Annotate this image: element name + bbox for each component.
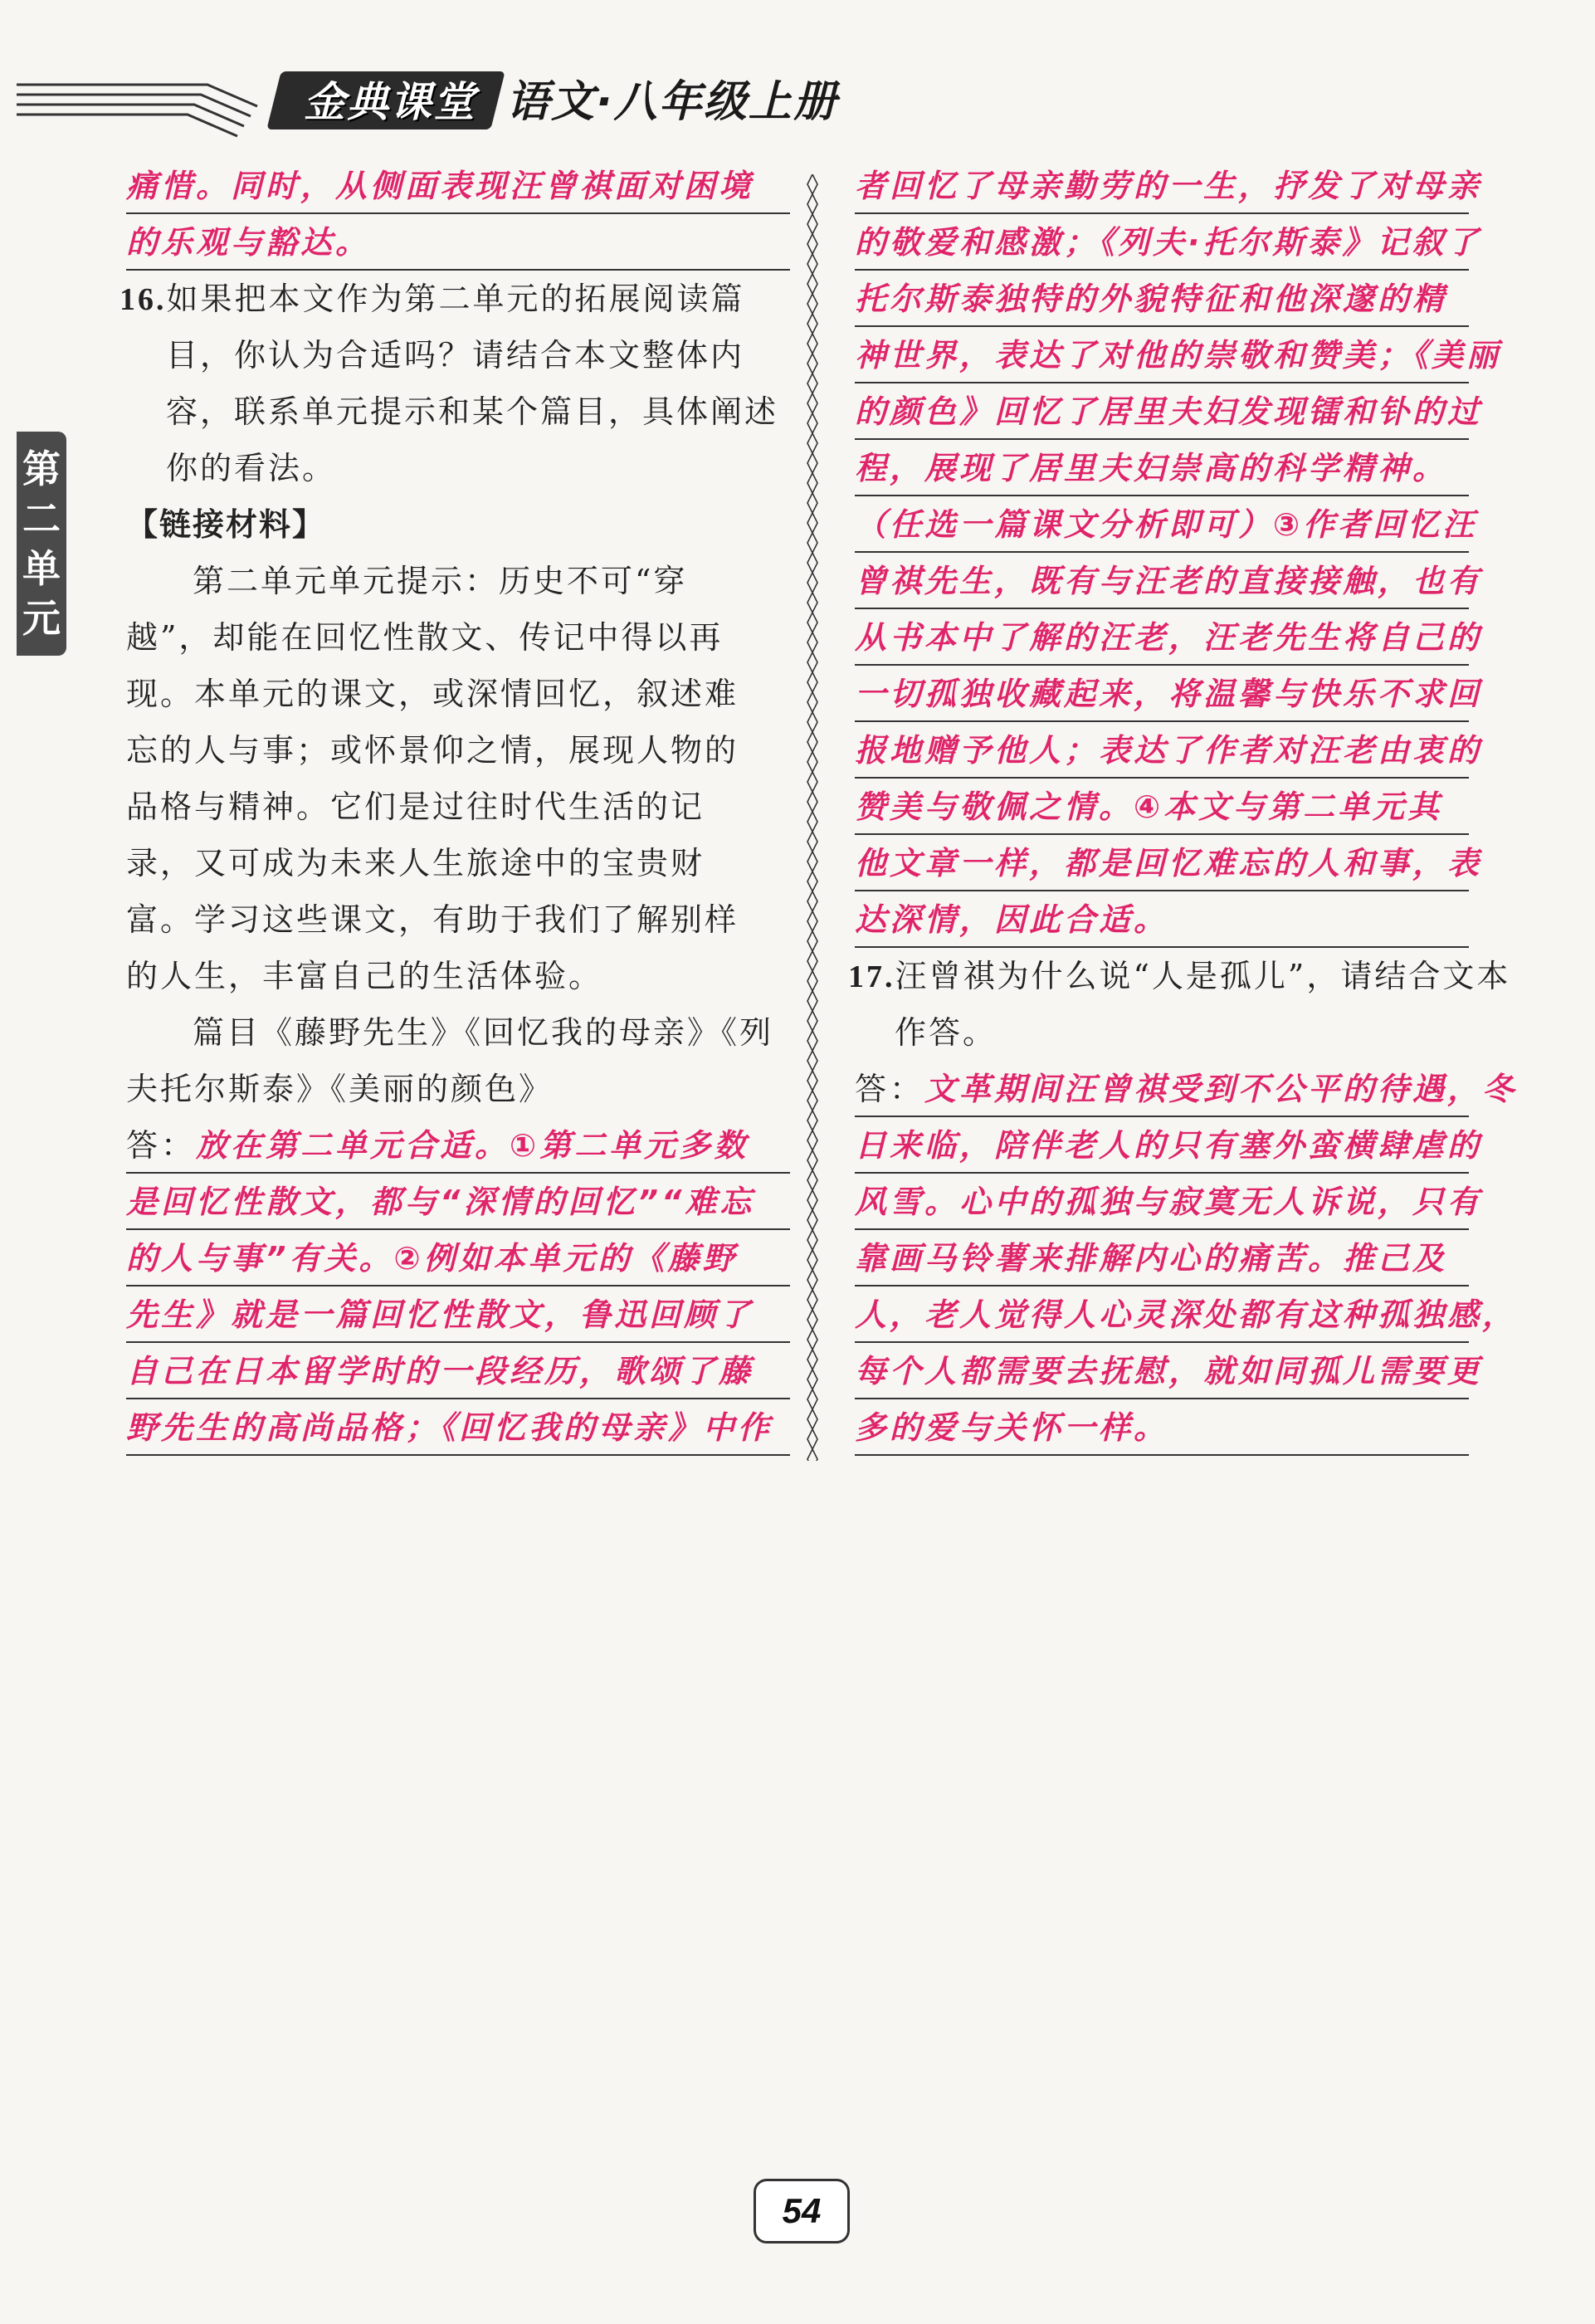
handwritten-answer-text: 文革期间汪曾祺受到不公平的待遇，冬 [924, 1071, 1518, 1107]
material-label: 【链接材料】 [126, 505, 326, 543]
question-text-line: 容，联系单元提示和某个篇目，具体阐述 [166, 393, 779, 430]
question-text-line: 你的看法。 [166, 450, 337, 486]
handwritten-answer-line: 赞美与敬佩之情。④本文与第二单元其 [855, 779, 1469, 835]
question-number: 16. [120, 282, 167, 317]
handwritten-answer-line: 先生》就是一篇回忆性散文，鲁迅回顾了 [126, 1286, 790, 1343]
handwritten-answer-line: 每个人都需要去抚慰，就如同孤儿需要更 [855, 1343, 1469, 1399]
question-line [120, 271, 790, 327]
printed-paragraph-start: 第二单元单元提示：历史不可“穿 [193, 563, 688, 599]
handwritten-answer-line: 痛惜。同时，从侧面表现汪曾祺面对困境 [126, 158, 790, 214]
handwritten-answer-line: 靠画马铃薯来排解内心的痛苦。推己及 [855, 1230, 1469, 1286]
right-column [848, 158, 1518, 1456]
handwritten-answer-line: 达深情，因此合适。 [855, 891, 1469, 948]
answer-prefix: 答： [855, 1071, 925, 1107]
handwritten-answer-line: 多的爱与关怀一样。 [855, 1399, 1469, 1456]
handwritten-answer-line: 野先生的高尚品格；《回忆我的母亲》中作 [126, 1399, 790, 1456]
side-tab-char: 单 [22, 546, 61, 591]
handwritten-answer-line: 一切孤独收藏起来，将温馨与快乐不求回 [855, 666, 1469, 722]
left-column [120, 158, 790, 1456]
answer-line [126, 1117, 790, 1174]
question-number: 17. [848, 959, 895, 994]
brand-title: 金典课堂 [304, 78, 476, 126]
handwritten-answer-line: 的敬爱和感激；《列夫·托尔斯泰》记叙了 [855, 214, 1469, 271]
printed-text-line: 品格与精神。它们是过往时代生活的记 [126, 788, 705, 825]
column-divider [804, 174, 821, 1461]
unit-side-tab [17, 432, 66, 656]
printed-text-line: 越”，却能在回忆性散文、传记中得以再 [126, 619, 724, 656]
handwritten-answer-line: 报地赠予他人；表达了作者对汪老由衷的 [855, 722, 1469, 779]
question-text-line: 作答。 [895, 1014, 997, 1051]
answer-prefix: 答： [126, 1127, 197, 1164]
printed-text-line: 现。本单元的课文，或深情回忆，叙述难 [126, 676, 739, 712]
handwritten-answer-line: 日来临，陪伴老人的只有塞外蛮横肆虐的 [855, 1117, 1469, 1174]
question-text-line: 目，你认为合适吗？请结合本文整体内 [166, 337, 745, 374]
printed-text-line: 夫托尔斯泰》《美丽的颜色》 [126, 1071, 554, 1107]
subject-title: 语文·八年级上册 [506, 77, 838, 127]
printed-paragraph-start: 篇目《藤野先生》《回忆我的母亲》《列 [193, 1014, 774, 1051]
handwritten-answer-line: 曾祺先生，既有与汪老的直接接触，也有 [855, 553, 1469, 609]
header-decorative-lines [17, 73, 266, 139]
question-text: 如果把本文作为第二单元的拓展阅读篇 [166, 281, 745, 317]
handwritten-answer-line: 他文章一样，都是回忆难忘的人和事，表 [855, 835, 1469, 891]
handwritten-answer-line: （任选一篇课文分析即可）③作者回忆汪 [855, 496, 1469, 553]
handwritten-answer-line: 程，展现了居里夫妇崇高的科学精神。 [855, 440, 1469, 496]
handwritten-answer-line: 托尔斯泰独特的外貌特征和他深邃的精 [855, 271, 1469, 327]
question-text: 汪曾祺为什么说“人是孤儿”，请结合文本 [895, 958, 1511, 994]
question-line [848, 948, 1511, 1004]
handwritten-answer-line: 自己在日本留学时的一段经历，歌颂了藤 [126, 1343, 790, 1399]
handwritten-answer-line: 从书本中了解的汪老，汪老先生将自己的 [855, 609, 1469, 666]
handwritten-answer-line: 的人与事”有关。②例如本单元的《藤野 [126, 1230, 790, 1286]
side-tab-char: 二 [22, 496, 61, 541]
printed-text-line: 富。学习这些课文，有助于我们了解别样 [126, 901, 739, 938]
side-tab-char: 第 [22, 447, 61, 491]
printed-text-line: 的人生，丰富自己的生活体验。 [126, 958, 603, 994]
answer-line [855, 1061, 1518, 1117]
handwritten-answer-line: 人，老人觉得人心灵深处都有这种孤独感， [855, 1286, 1469, 1343]
handwritten-answer-line: 者回忆了母亲勤劳的一生，抒发了对母亲 [855, 158, 1469, 214]
printed-text-line: 录，又可成为未来人生旅途中的宝贵财 [126, 845, 705, 881]
side-tab-char: 元 [22, 596, 61, 641]
page-header [17, 58, 846, 149]
handwritten-answer-line: 是回忆性散文，都与“深情的回忆”“难忘 [126, 1174, 790, 1230]
page-number: 54 [754, 2179, 850, 2243]
handwritten-answer-line: 的颜色》回忆了居里夫妇发现镭和钋的过 [855, 383, 1469, 440]
handwritten-answer-line: 的乐观与豁达。 [126, 214, 790, 271]
handwritten-answer-line: 风雪。心中的孤独与寂寞无人诉说，只有 [855, 1174, 1469, 1230]
handwritten-answer-text: 放在第二单元合适。①第二单元多数 [196, 1127, 749, 1164]
handwritten-answer-line: 神世界，表达了对他的崇敬和赞美；《美丽 [855, 327, 1469, 383]
printed-text-line: 忘的人与事；或怀景仰之情，展现人物的 [126, 732, 739, 769]
